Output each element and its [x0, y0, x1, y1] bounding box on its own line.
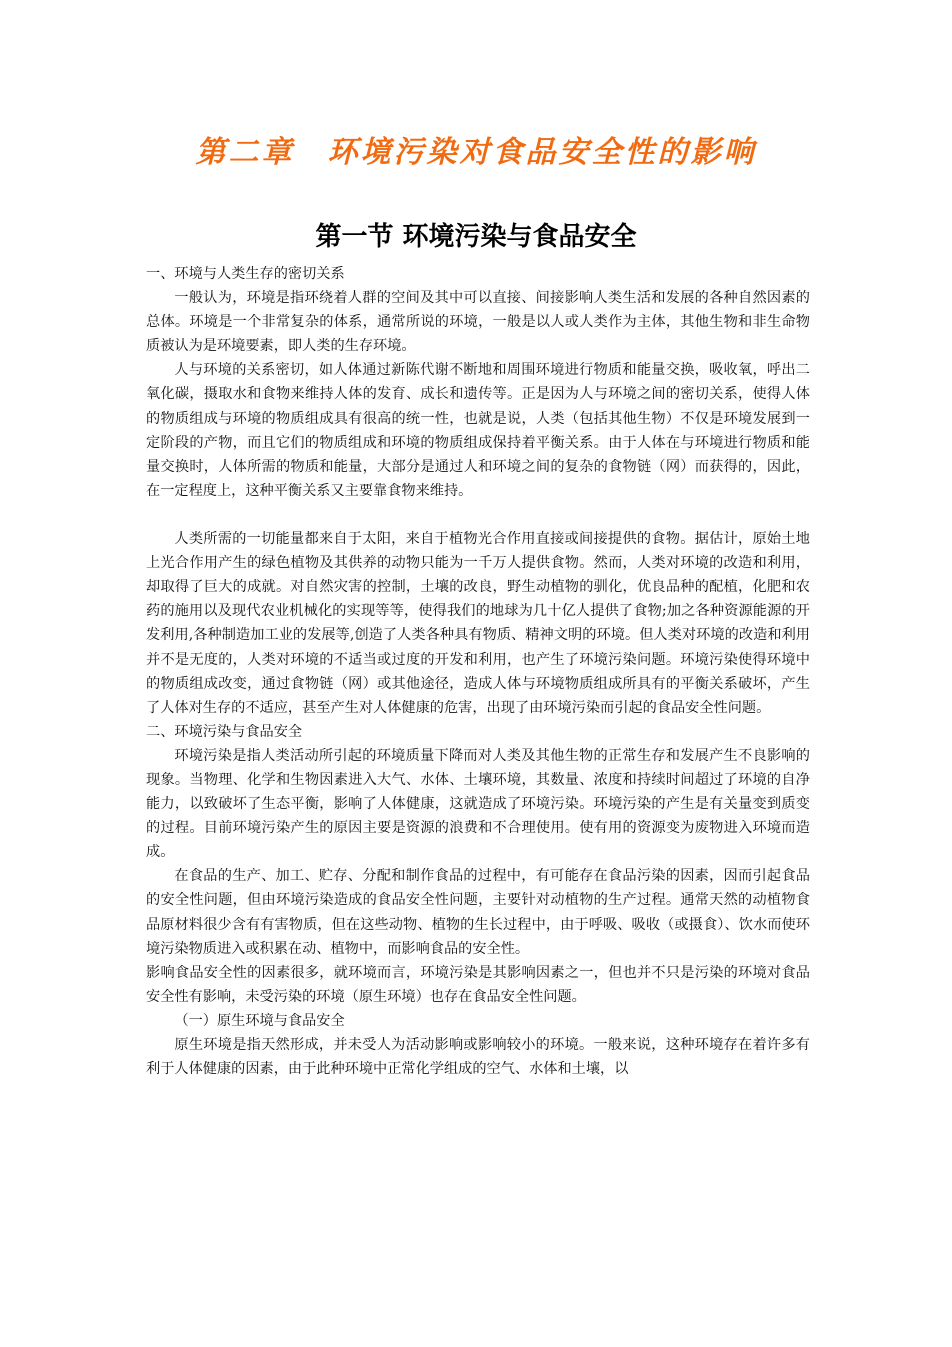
paragraph: 环境污染是指人类活动所引起的环境质量下降而对人类及其他生物的正常生存和发展产生不良影响的现象。当物理、化学和生物因素进入大气、水体、土壤环境，其数量、浓度和持续时间超过了环境的自净能力，以致破坏了生态平衡，影响了人体健康，这就造成了环境污染。环境污染的产生是有关量变到质变的过程。目前环境污染产生的原因主要是资源的浪费和不合理使用。使有用的资源变为废物进入环境而造成。 — [146, 747, 810, 861]
paragraph: 一般认为，环境是指环绕着人群的空间及其中可以直接、间接影响人类生活和发展的各种自然因素的总体。环境是一个非常复杂的体系，通常所说的环境，一般是以人或人类作为主体，其他生物和非生命物质被认为是环境要素，即人类的生存环境。 — [146, 290, 810, 355]
body-text — [146, 262, 810, 1081]
blank-line — [146, 503, 810, 527]
subheading: （一）原生环境与食品安全 — [174, 1012, 345, 1029]
paragraph: 原生环境是指天然形成，并未受人为活动影响或影响较小的环境。一般来说，这种环境存在着许多有利于人体健康的因素，由于此种环境中正常化学组成的空气、水体和土壤，以 — [146, 1037, 810, 1078]
chapter-title: 第二章 环境污染对食品安全性的影响 — [195, 135, 757, 170]
heading-1: 一、环境与人类生存的密切关系 — [146, 266, 345, 282]
heading-2: 二、环境污染与食品安全 — [146, 723, 303, 740]
section-title: 第一节 环境污染与食品安全 — [315, 222, 637, 252]
paragraph: 人类所需的一切能量都来自于太阳，来自于植物光合作用直接或间接提供的食物。据估计，原始土地上光合作用产生的绿色植物及其供养的动物只能为一千万人提供食物。然而，人类对环境的改造和利用，却取得了巨大的成就。对自然灾害的控制，土壤的改良，野生动植物的驯化，优良品种的配植，化肥和农药的施用以及现代农业机械化的实现等等，使得我们的地球为几十亿人提供了食物;加之各种资源能源的开发利用,各种制造加工业的发展等,创造了人类各种具有物质、精神文明的环境。但人类对环境的改造和利用并不是无度的，人类对环境的不适当或过度的开发和利用，也产生了环境污染问题。环境污染使得环境中的物质组成改变，通过食物链（网）或其他途径，造成人体与环境物质组成所具有的平衡关系破坏，产生了人体对生存的不适应，甚至产生对人体健康的危害，出现了由环境污染而引起的食品安全性问题。 — [146, 531, 810, 716]
paragraph-no-indent: 影响食品安全性的因素很多，就环境而言，环境污染是其影响因素之一，但也并不只是污染的环境对食品安全性有影响，未受污染的环境（原生环境）也存在食品安全性问题。 — [146, 964, 810, 1005]
paragraph: 在食品的生产、加工、贮存、分配和制作食品的过程中，有可能存在食品污染的因素，因而引起食品的安全性问题，但由环境污染造成的食品安全性问题，主要针对动植物的生产过程。通常天然的动植物食品原材料很少含有有害物质，但在这些动物、植物的生长过程中，由于呼吸、吸收（或摄食）、饮水而使环境污染物质进入或积累在动、植物中，而影响食品的安全性。 — [146, 868, 810, 957]
paragraph: 人与环境的关系密切，如人体通过新陈代谢不断地和周围环境进行物质和能量交换，吸收氧，呼出二氧化碳，摄取水和食物来维持人体的发育、成长和遗传等。正是因为人与环境之间的密切关系，使得人体的物质组成与环境的物质组成具有很高的统一性，也就是说，人类（包括其他生物）不仅是环境发展到一定阶段的产物，而且它们的物质组成和环境的物质组成保持着平衡关系。由于人体在与环境进行物质和能量交换时，人体所需的物质和能量，大部分是通过人和环境之间的复杂的食物链（网）而获得的，因此，在一定程度上，这种平衡关系又主要靠食物来维持。 — [146, 362, 810, 499]
